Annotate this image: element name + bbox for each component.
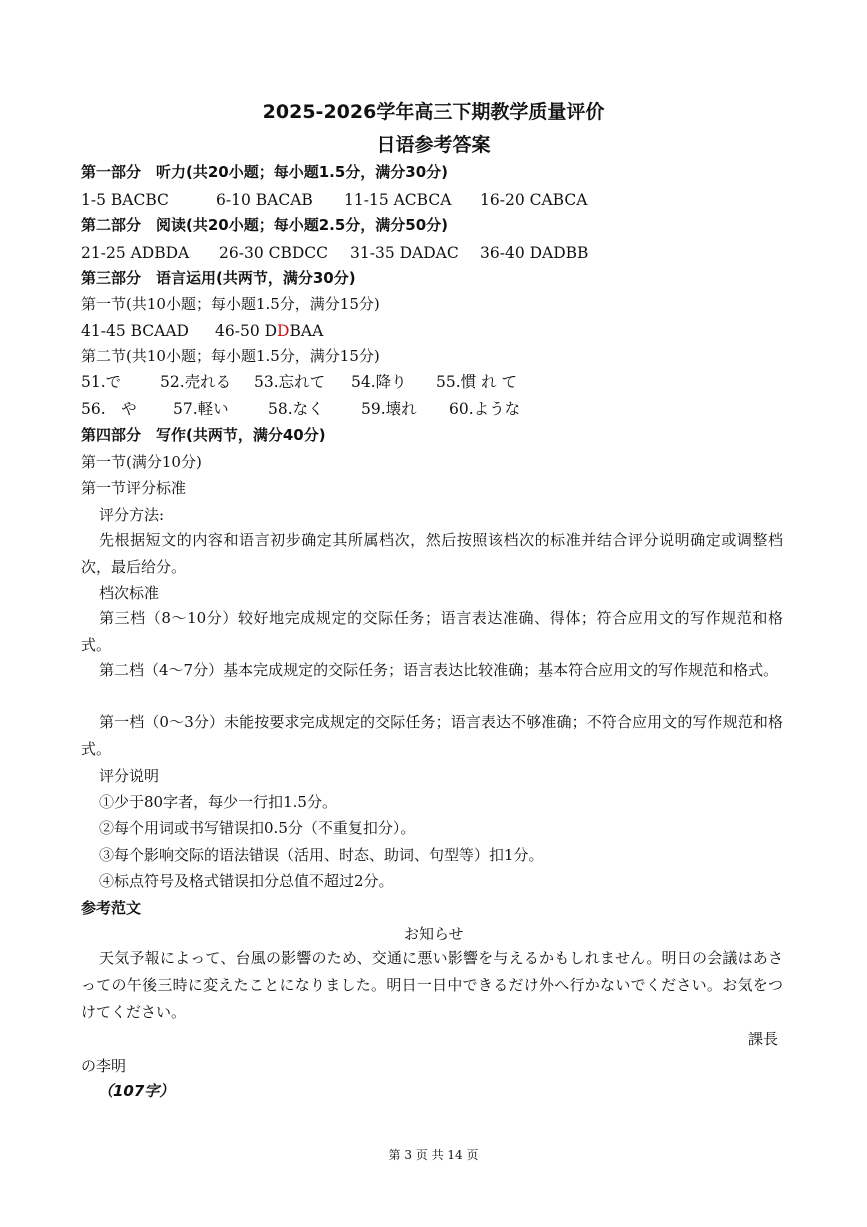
doc-subtitle: 日语参考答案 — [376, 134, 491, 156]
level-2: 第二档（4～7分）基本完成规定的交际任务；语言表达比较准确；基本符合应用文的写作规范和格式。 — [99, 661, 779, 679]
levels-label: 档次标准 — [99, 584, 160, 602]
answer-suffix: BAA — [289, 322, 324, 340]
fill-answer: 60.ような — [449, 400, 521, 418]
answer-group: 31-35 DADAC — [350, 244, 459, 262]
fill-answer: 55.慣 れ て — [436, 373, 518, 391]
sample-heading: 参考范文 — [81, 899, 142, 917]
sample-sign-name: の李明 — [81, 1057, 127, 1075]
note-item: ②每个用词或书写错误扣0.5分（不重复扣分）。 — [99, 819, 416, 837]
answer-prefix: 46-50 D — [215, 322, 278, 340]
part3-section1: 第一节(共10小题；每小题1.5分，满分15分) — [81, 295, 380, 313]
answer-group: 36-40 DADBB — [480, 244, 589, 262]
answer-group: 26-30 CBDCC — [219, 244, 329, 262]
word-count: （107字） — [98, 1082, 175, 1100]
level-1: 第一档（0～3分）未能按要求完成规定的交际任务；语言表达不够准确；不符合应用文的写作规范和格式。 — [81, 713, 783, 758]
sample-sign-title: 課長 — [748, 1030, 779, 1048]
notes-label: 评分说明 — [99, 767, 160, 785]
note-item: ④标点符号及格式错误扣分总值不超过2分。 — [99, 872, 394, 890]
answer-group-highlighted — [215, 321, 323, 341]
part4-standard: 第一节评分标准 — [81, 479, 187, 497]
sample-title: お知らせ — [404, 925, 464, 943]
part3-heading: 第三部分 语言运用(共两节，满分30分) — [81, 269, 356, 287]
answer-group: 6-10 BACAB — [216, 191, 313, 209]
answer-group: 16-20 CABCA — [480, 191, 588, 209]
part4-heading: 第四部分 写作(共两节，满分40分) — [81, 426, 326, 444]
fill-answer: 57.軽い — [173, 400, 229, 418]
fill-answer: 51.で — [81, 373, 122, 391]
answer-group: 1-5 BACBC — [81, 191, 169, 209]
level-3: 第三档（8～10分）较好地完成规定的交际任务；语言表达准确、得体；符合应用文的写作规范和格式。 — [81, 609, 783, 654]
highlighted-answer: D — [277, 322, 290, 340]
sample-body: 天気予報によって、台風の影響のため、交通に悪い影響を与えるかもしれません。明日の会議はあさっての午後三時に変えたことになりました。明日一日中できるだけ外へ行かないでください。お気をつけてください。 — [81, 949, 783, 1021]
part2-heading: 第二部分 阅读(共20小题；每小题2.5分，满分50分) — [81, 216, 449, 234]
doc-title: 2025-2026学年高三下期教学质量评价 — [262, 101, 605, 123]
fill-answer: 54.降り — [351, 373, 407, 391]
part1-heading: 第一部分 听力(共20小题；每小题1.5分，满分30分) — [81, 163, 449, 181]
answer-group: 21-25 ADBDA — [81, 244, 190, 262]
method-label: 评分方法: — [99, 506, 165, 524]
page-footer: 第 3 页 共 14 页 — [388, 1148, 479, 1162]
answer-group: 41-45 BCAAD — [81, 322, 189, 340]
note-item: ①少于80字者，每少一行扣1.5分。 — [99, 793, 337, 811]
fill-answer: 56. や — [81, 400, 137, 418]
fill-answer: 52.売れる — [160, 373, 232, 391]
part4-section1: 第一节(满分10分) — [81, 453, 202, 471]
fill-answer: 59.壊れ — [361, 400, 417, 418]
method-text: 先根据短文的内容和语言初步确定其所属档次，然后按照该档次的标准并结合评分说明确定或调整档次，最后给分。 — [81, 531, 783, 576]
fill-answer: 53.忘れて — [254, 373, 326, 391]
answer-group: 11-15 ACBCA — [344, 191, 452, 209]
note-item: ③每个影响交际的语法错误（活用、时态、助词、句型等）扣1分。 — [99, 846, 544, 864]
fill-answer: 58.なく — [268, 400, 324, 418]
part3-section2: 第二节(共10小题；每小题1.5分，满分15分) — [81, 347, 380, 365]
